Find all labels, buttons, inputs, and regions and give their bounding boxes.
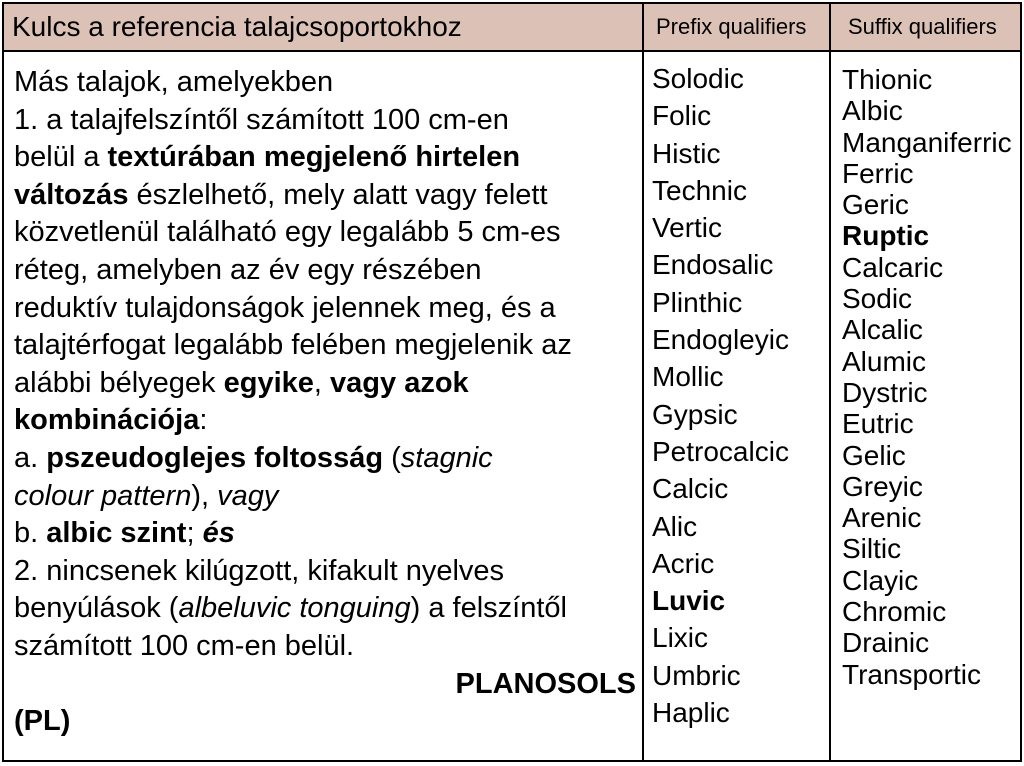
suffix-qualifier-list — [842, 64, 1012, 690]
suffix-qualifier: Greyic — [842, 470, 923, 502]
suffix-qualifier: Geric — [842, 189, 909, 221]
suffix-qualifier: Drainic — [842, 627, 930, 659]
prefix-qualifier: Solodic — [652, 63, 744, 94]
prefix-qualifier: Haplic — [652, 697, 730, 729]
text-line: benyúlások (albeluvic tonguing) a felszíntől — [14, 592, 567, 625]
prefix-qualifier: Histic — [652, 137, 721, 169]
text-line: Más talajok, amelyekben — [14, 66, 334, 98]
suffix-qualifier: Chromic — [842, 596, 947, 628]
prefix-qualifier: Acric — [652, 547, 715, 579]
suffix-qualifier: Gelic — [842, 439, 906, 471]
prefix-qualifier: Mollic — [652, 361, 724, 393]
text-line: kombinációja: — [14, 404, 208, 437]
suffix-qualifier: Ferric — [842, 157, 914, 189]
text-line: reduktív tulajdonságok jelennek meg, és a — [14, 291, 556, 324]
prefix-qualifier: Gypsic — [652, 398, 738, 430]
prefix-column-header: Prefix qualifiers — [656, 14, 807, 39]
text-line: közvetlenül található egy legalább 5 cm-es — [14, 216, 561, 249]
suffix-qualifier: Transportic — [842, 658, 982, 690]
suffix-qualifier: Thionic — [842, 64, 933, 95]
suffix-qualifier: Alcalic — [842, 314, 923, 346]
italic-term: vagy — [217, 479, 279, 512]
suffix-qualifier: Calcaric — [842, 251, 944, 283]
table-header — [4, 4, 1020, 52]
prefix-qualifier: Endosalic — [652, 249, 774, 281]
bold-term: és — [202, 517, 235, 550]
bold-term: pszeudoglejes foltosság — [46, 441, 384, 474]
text-line: colour pattern), vagy — [14, 479, 279, 512]
prefix-qualifier-list — [652, 60, 789, 731]
italic-term: albeluvic tonguing — [178, 592, 411, 625]
suffix-qualifier: Arenic — [842, 502, 922, 534]
text-line: réteg, amelyben az év egy részében — [14, 253, 482, 286]
text-line: 2. nincsenek kilúgzott, kifakult nyelves — [14, 554, 505, 587]
suffix-qualifier: Dystric — [842, 376, 928, 408]
prefix-qualifier: Vertic — [652, 212, 723, 244]
bold-term: albic szint — [46, 517, 187, 550]
text-line: változás észlelhető, mely alatt vagy felett — [14, 178, 548, 211]
prefix-qualifier: Calcic — [652, 473, 729, 505]
column-divider — [642, 4, 644, 760]
bold-term: változás — [14, 178, 129, 211]
suffix-qualifier: Albic — [842, 95, 903, 127]
text-line: számított 100 cm-en belül. — [14, 629, 355, 662]
italic-term: colour pattern — [14, 479, 192, 512]
suffix-qualifier: Clayic — [842, 564, 919, 596]
text-line: talajtérfogat legalább felében megjelenik az — [14, 329, 572, 362]
header-title: Kulcs a referencia talajcsoportokhoz — [12, 11, 462, 42]
suffix-qualifier: Sodic — [842, 283, 913, 315]
prefix-qualifier: Lixic — [652, 622, 709, 654]
prefix-qualifier: Petrocalcic — [652, 435, 789, 467]
italic-term: stagnic — [400, 441, 493, 474]
text-line: b. albic szint; és — [14, 517, 235, 550]
bold-term: egyike — [223, 366, 314, 399]
text-line: alábbi bélyegek egyike, vagy azok — [14, 366, 469, 399]
bold-term: kombinációja — [14, 404, 200, 437]
prefix-qualifier: Technic — [652, 174, 747, 206]
column-divider — [829, 4, 831, 760]
key-description — [14, 64, 636, 741]
prefix-qualifier: Luvic — [652, 585, 726, 617]
text-line: 1. a talajfelszíntől számított 100 cm-en — [14, 103, 509, 136]
text-line: a. pszeudoglejes foltosság (stagnic — [14, 441, 493, 474]
suffix-qualifier: Manganiferric — [842, 126, 1012, 158]
suffix-qualifier: Ruptic — [842, 220, 930, 252]
prefix-qualifier: Umbric — [652, 659, 741, 691]
prefix-qualifier: Plinthic — [652, 286, 743, 318]
prefix-qualifier: Endogleyic — [652, 324, 789, 356]
suffix-qualifier: Alumic — [842, 345, 927, 377]
reference-table — [2, 2, 1022, 762]
bold-term: textúrában megjelenő hirtelen — [107, 141, 521, 174]
suffix-qualifier: Siltic — [842, 533, 902, 565]
bold-term: vagy azok — [330, 366, 469, 399]
text-line: belül a textúrában megjelenő hirtelen — [14, 141, 521, 174]
suffix-qualifier: Eutric — [842, 408, 914, 440]
prefix-qualifier: Alic — [652, 510, 698, 542]
prefix-qualifier: Folic — [652, 100, 712, 132]
group-name: PLANOSOLS — [455, 667, 636, 700]
suffix-column-header: Suffix qualifiers — [848, 14, 997, 39]
group-code: (PL) — [14, 705, 71, 738]
